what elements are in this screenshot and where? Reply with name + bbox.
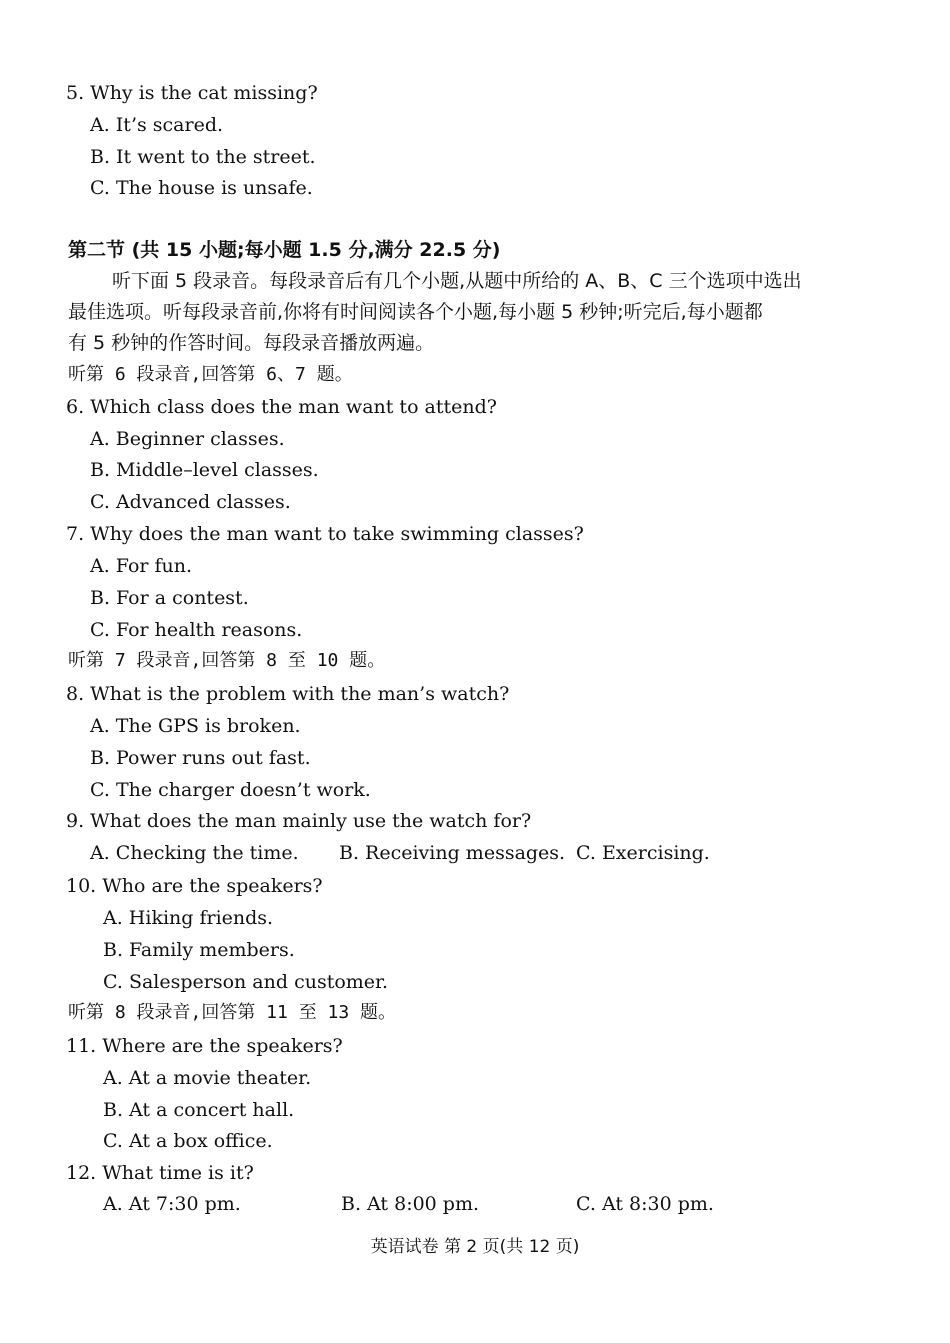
question-8: 8. What is the problem with the man’s watch?: [66, 683, 510, 705]
q9-option-a: A. Checking the time.: [90, 842, 299, 864]
q12-option-c: C. At 8:30 pm.: [576, 1193, 714, 1215]
q9-options-row: [90, 840, 790, 866]
q9-option-b: B. Receiving messages.: [339, 842, 566, 864]
q11-option-c: C. At a box office.: [103, 1130, 273, 1152]
q5-option-b: B. It went to the street.: [90, 146, 316, 168]
q10-option-c: C. Salesperson and customer.: [103, 971, 389, 993]
question-10: 10. Who are the speakers?: [66, 875, 323, 897]
q6-option-c: C. Advanced classes.: [90, 491, 291, 513]
q9-option-c: C. Exercising.: [576, 842, 710, 864]
q7-option-c: C. For health reasons.: [90, 619, 303, 641]
q8-option-b: B. Power runs out fast.: [90, 747, 311, 769]
q8-option-c: C. The charger doesn’t work.: [90, 779, 371, 801]
section-2-instructions-line-3: 有 5 秒钟的作答时间。每段录音播放两遍。: [68, 332, 435, 354]
q6-option-a: A. Beginner classes.: [90, 428, 285, 450]
q10-option-b: B. Family members.: [103, 939, 295, 961]
page-footer: 英语试卷 第 2 页(共 12 页): [370, 1237, 580, 1257]
q10-option-a: A. Hiking friends.: [103, 907, 274, 929]
question-7: 7. Why does the man want to take swimming classes?: [66, 523, 584, 545]
q7-option-b: B. For a contest.: [90, 587, 249, 609]
segment-6-label: 听第 6 段录音,回答第 6、7 题。: [68, 364, 353, 385]
section-2-instructions-line-2: 最佳选项。听每段录音前,你将有时间阅读各个小题,每小题 5 秒钟;听完后,每小题都: [68, 301, 763, 323]
segment-7-label: 听第 7 段录音,回答第 8 至 10 题。: [68, 650, 386, 671]
q7-option-a: A. For fun.: [90, 555, 193, 577]
question-9: 9. What does the man mainly use the watch for?: [66, 810, 532, 832]
section-2-instructions-line-1: 听下面 5 段录音。每段录音后有几个小题,从题中所给的 A、B、C 三个选项中选出: [112, 270, 802, 292]
question-6: 6. Which class does the man want to attend?: [66, 396, 497, 418]
q5-option-a: A. It’s scared.: [90, 114, 224, 136]
question-11: 11. Where are the speakers?: [66, 1035, 343, 1057]
q12-options-row: [103, 1191, 803, 1217]
q12-option-a: A. At 7:30 pm.: [103, 1193, 241, 1215]
q11-option-b: B. At a concert hall.: [103, 1099, 295, 1121]
q8-option-a: A. The GPS is broken.: [90, 715, 301, 737]
q12-option-b: B. At 8:00 pm.: [341, 1193, 480, 1215]
segment-8-label: 听第 8 段录音,回答第 11 至 13 题。: [68, 1002, 397, 1023]
q5-option-c: C. The house is unsafe.: [90, 177, 313, 199]
q6-option-b: B. Middle–level classes.: [90, 459, 319, 481]
section-2-title: 第二节 (共 15 小题;每小题 1.5 分,满分 22.5 分): [68, 239, 501, 261]
q11-option-a: A. At a movie theater.: [103, 1067, 312, 1089]
question-12: 12. What time is it?: [66, 1162, 254, 1184]
question-5: 5. Why is the cat missing?: [66, 82, 318, 104]
